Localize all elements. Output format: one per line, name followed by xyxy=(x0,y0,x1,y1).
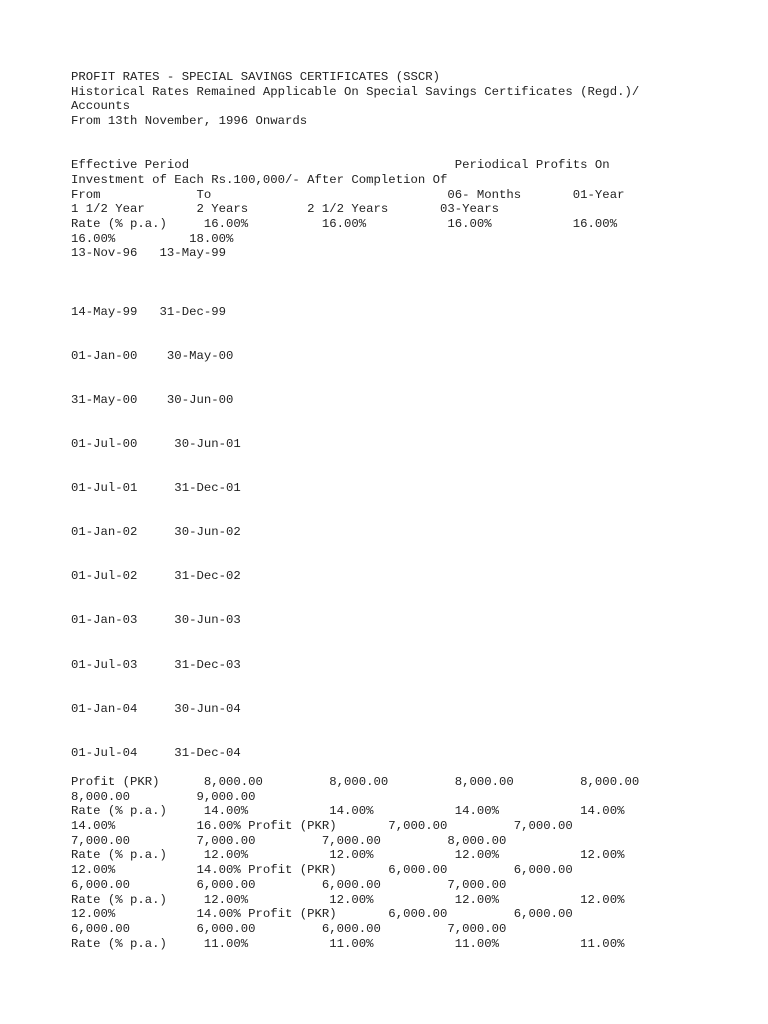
document-line: Rate (% p.a.) 14.00% 14.00% 14.00% 14.00% xyxy=(71,804,625,819)
document-line: Profit (PKR) 8,000.00 8,000.00 8,000.00 8,000.00 xyxy=(71,775,640,789)
document-body xyxy=(71,70,731,951)
document-line xyxy=(71,290,731,305)
document-line: Rate (% p.a.) 11.00% 11.00% 11.00% 11.00% xyxy=(71,936,625,951)
document-line xyxy=(71,129,731,144)
document-line xyxy=(71,555,731,570)
document-line: Historical Rates Remained Applicable On Special Savings Certificates (Regd.)/ xyxy=(71,84,640,99)
document-line: From 13th November, 1996 Onwards xyxy=(71,114,308,129)
document-line: 01-Jan-00 30-May-00 xyxy=(71,349,234,364)
document-line xyxy=(71,628,731,643)
document-line: 6,000.00 6,000.00 6,000.00 7,000.00 xyxy=(71,877,507,892)
document-line xyxy=(71,599,731,614)
document-line xyxy=(71,496,731,511)
document-line: 01-Jul-01 31-Dec-01 xyxy=(71,481,241,496)
document-line xyxy=(71,452,731,467)
document-line: 6,000.00 6,000.00 6,000.00 7,000.00 xyxy=(71,921,507,936)
document-line xyxy=(71,378,731,393)
document-line: 7,000.00 7,000.00 7,000.00 8,000.00 xyxy=(71,833,507,848)
document-line xyxy=(71,643,731,658)
document-line: Effective Period Periodical Profits On xyxy=(71,158,610,173)
document-line: From To 06- Months 01-Year xyxy=(71,187,625,202)
document-line: Rate (% p.a.) 16.00% 16.00% 16.00% 16.00% xyxy=(71,216,618,231)
document-line xyxy=(71,276,731,291)
document-line xyxy=(71,423,731,438)
document-line xyxy=(71,334,731,349)
document-line xyxy=(71,364,731,379)
document-line xyxy=(71,672,731,687)
document-line xyxy=(71,511,731,526)
document-line: 01-Jul-04 31-Dec-04 xyxy=(71,745,241,760)
document-line: 14-May-99 31-Dec-99 xyxy=(71,305,226,319)
document-line xyxy=(71,716,731,731)
document-line: 01-Jul-00 30-Jun-01 xyxy=(71,437,241,452)
document-line xyxy=(71,261,731,276)
document-line: 01-Jan-03 30-Jun-03 xyxy=(71,613,241,628)
document-line xyxy=(71,467,731,482)
document-line: 01-Jul-03 31-Dec-03 xyxy=(71,657,241,672)
document-line xyxy=(71,731,731,746)
document-line: 8,000.00 9,000.00 xyxy=(71,789,256,804)
document-line: 1 1/2 Year 2 Years 2 1/2 Years 03-Years xyxy=(71,202,500,217)
document-line xyxy=(71,760,731,775)
document-line: Rate (% p.a.) 12.00% 12.00% 12.00% 12.00% xyxy=(71,848,625,863)
document-line xyxy=(71,584,731,599)
document-line: 16.00% 18.00% xyxy=(71,231,234,246)
document-line: 14.00% 16.00% Profit (PKR) 7,000.00 7,000.00 xyxy=(71,819,573,834)
document-line: 31-May-00 30-Jun-00 xyxy=(71,393,234,408)
document-line xyxy=(71,408,731,423)
document-line: 12.00% 14.00% Profit (PKR) 6,000.00 6,000.00 xyxy=(71,863,573,878)
document-line xyxy=(71,540,731,555)
document-line: Rate (% p.a.) 12.00% 12.00% 12.00% 12.00% xyxy=(71,892,625,907)
document-line: Accounts xyxy=(71,99,131,114)
document-line: 01-Jan-02 30-Jun-02 xyxy=(71,525,241,540)
document-line: 01-Jul-02 31-Dec-02 xyxy=(71,569,241,584)
document-line xyxy=(71,320,731,335)
document-line: 13-Nov-96 13-May-99 xyxy=(71,246,226,261)
document-line: PROFIT RATES - SPECIAL SAVINGS CERTIFICATES (SSCR) xyxy=(71,70,440,84)
document-line: 01-Jan-04 30-Jun-04 xyxy=(71,701,241,716)
document-line xyxy=(71,687,731,702)
document-line xyxy=(71,143,731,158)
document-line: 12.00% 14.00% Profit (PKR) 6,000.00 6,000.00 xyxy=(71,907,573,922)
document-line: Investment of Each Rs.100,000/- After Completion Of xyxy=(71,172,448,187)
